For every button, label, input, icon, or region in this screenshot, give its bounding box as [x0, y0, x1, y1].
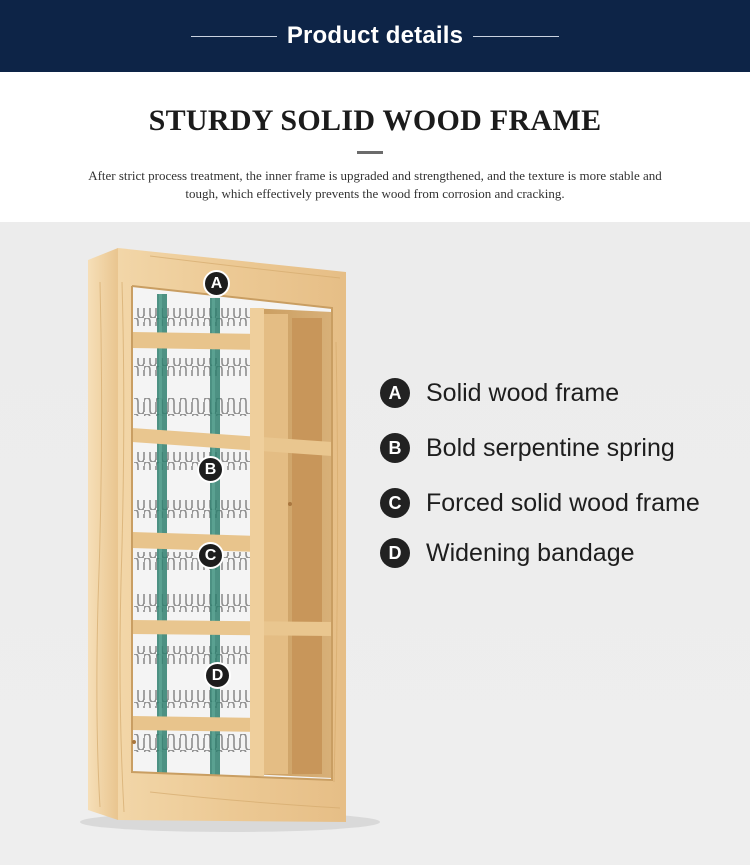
legend-item-b — [380, 433, 675, 463]
section-banner — [0, 0, 750, 72]
letter-a-badge: A — [380, 378, 410, 408]
legend-label-c: Forced solid wood frame — [426, 488, 700, 517]
product-showcase — [0, 222, 750, 865]
legend-label-b: Bold serpentine spring — [426, 433, 675, 462]
heading-underline — [357, 151, 383, 154]
letter-b-badge: B — [380, 433, 410, 463]
section-heading: STURDY SOLID WOOD FRAME — [148, 104, 602, 137]
banner-right-rule — [473, 36, 559, 37]
marker-c: C — [197, 542, 224, 569]
legend-item-a — [380, 378, 619, 408]
legend-label-a: Solid wood frame — [426, 378, 620, 407]
legend-item-c — [380, 488, 700, 518]
letter-c-badge: C — [380, 488, 410, 518]
legend-label-d: Widening bandage — [426, 538, 635, 567]
marker-d: D — [204, 662, 231, 689]
legend-item-d — [380, 538, 635, 568]
banner-title: Product details — [286, 22, 464, 49]
banner-left-rule — [191, 36, 277, 37]
letter-d-badge: D — [380, 538, 410, 568]
marker-a: A — [203, 270, 230, 297]
wood-frame-illustration — [0, 222, 750, 865]
marker-b: B — [197, 456, 224, 483]
section-description: After strict process treatment, the inner frame is upgraded and strengthened, and the texture is more stable and tough, which effectively prevents the wood from corrosion and cracking. — [88, 168, 662, 201]
